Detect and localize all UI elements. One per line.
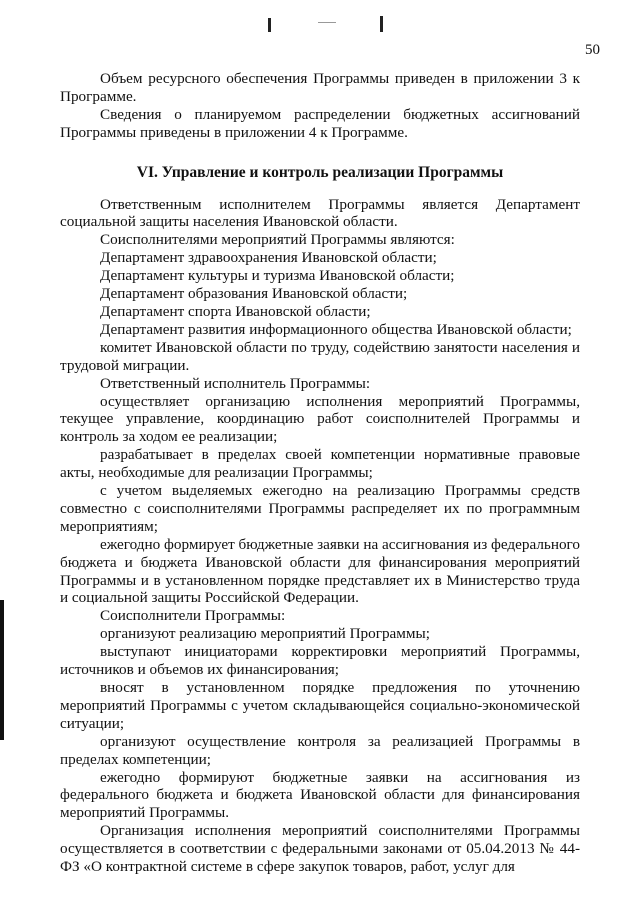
paragraph: Соисполнители Программы: (100, 607, 286, 625)
list-item: организуют реализацию мероприятий Программы; (100, 625, 430, 643)
list-item: разрабатывает в пределах своей компетенции нормативные правовые акты, необходимые для реализации Программы; (60, 446, 580, 482)
list-item: комитет Ивановской области по труду, содействию занятости населения и трудовой миграции. (60, 338, 580, 374)
intro-paragraph: Объем ресурсного обеспечения Программы приведен в приложении 3 к Программе. (60, 70, 580, 105)
list-item: Департамент культуры и туризма Ивановской области; (100, 267, 455, 285)
list-item: ежегодно формирует бюджетные заявки на ассигнования из федерального бюджета и бюджета Ивановской области для финансирования мероприятий Программы и в установленном порядке представляет их в Министерство труда и социальной защиты Российской Федерации. (60, 535, 580, 607)
list-item: вносят в установленном порядке предложения по уточнению мероприятий Программы с учетом складывающейся социально-экономической ситуации; (60, 679, 580, 732)
list-item: Департамент здравоохранения Ивановской области; (100, 249, 437, 267)
list-item: Департамент развития информационного общества Ивановской области; (100, 320, 572, 338)
intro-paragraph: Сведения о планируемом распределении бюджетных ассигнований Программы приведены в приложении 4 к Программе. (60, 105, 580, 141)
paragraph: Ответственный исполнитель Программы: (100, 374, 371, 392)
scan-artifact-left (268, 18, 271, 32)
paragraph: Организация исполнения мероприятий соисполнителями Программы осуществляется в соответствии с федеральными законами от 05.04.2013 № 44-ФЗ «О контрактной системе в сфере закупок товаров, работ, услуг для (60, 822, 580, 876)
list-item: выступают инициаторами корректировки мероприятий Программы, источников и объемов их финансирования; (60, 643, 580, 679)
section-heading: VI. Управление и контроль реализации Программы (136, 163, 504, 181)
list-item: ежегодно формируют бюджетные заявки на ассигнования из федерального бюджета и бюджета Ивановской области для финансирования мероприятий Программы. (60, 768, 580, 822)
list-item: организуют осуществление контроля за реализацией Программы в пределах компетенции; (60, 732, 580, 768)
list-item: Департамент образования Ивановской области; (100, 285, 408, 303)
paragraph: Ответственным исполнителем Программы является Департамент социальной защиты населения Ивановской области. (60, 195, 580, 231)
binding-edge (0, 600, 4, 740)
scan-artifact-right (380, 16, 383, 32)
list-item: с учетом выделяемых ежегодно на реализацию Программы средств совместно с соисполнителями Программы распределяет их по программным мероприятиям; (60, 482, 580, 535)
page-number: 50 (585, 42, 600, 58)
list-item: осуществляет организацию исполнения мероприятий Программы, текущее управление, координацию работ соисполнителей Программы и контроль за ходом ее реализации; (60, 392, 580, 446)
document-body (60, 70, 580, 876)
scan-artifact-dots (318, 22, 336, 23)
list-item: Департамент спорта Ивановской области; (100, 302, 371, 320)
paragraph: Соисполнителями мероприятий Программы являются: (100, 231, 455, 249)
